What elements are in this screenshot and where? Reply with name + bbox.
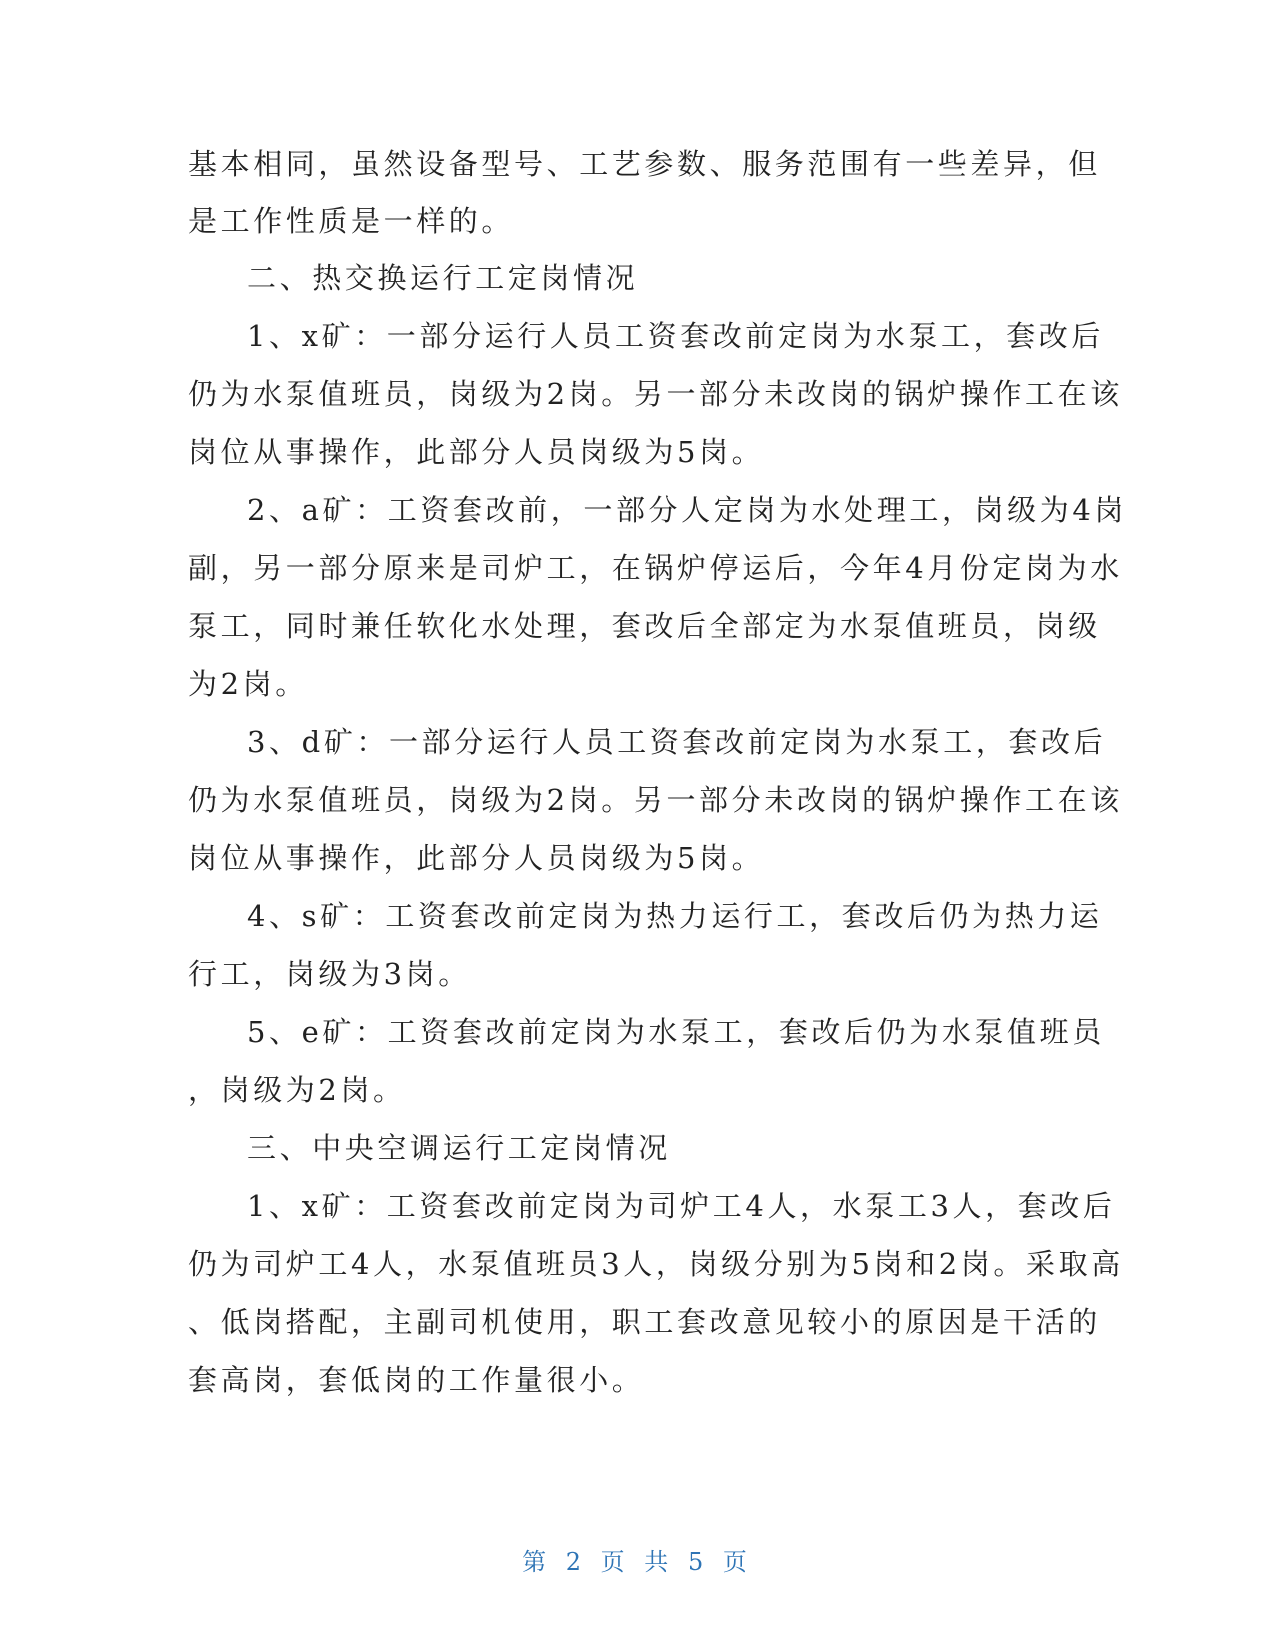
text-line: 2、a矿：工资套改前，一部分人定岗为水处理工，岗级为4岗 xyxy=(247,493,1127,527)
text-line: 5、e矿：工资套改前定岗为水泵工，套改后仍为水泵值班员 xyxy=(247,1015,1105,1049)
text-line: 是工作性质是一样的。 xyxy=(188,204,515,238)
page-number-footer: 第 2 页 共 5 页 xyxy=(522,1548,753,1576)
text-line: 行工，岗级为3岗。 xyxy=(188,957,471,991)
text-line: ，岗级为2岗。 xyxy=(188,1073,406,1107)
text-line: 1、x矿：工资套改前定岗为司炉工4人，水泵工3人，套改后 xyxy=(247,1189,1116,1223)
text-line: 仍为水泵值班员，岗级为2岗。另一部分未改岗的锅炉操作工在该 xyxy=(188,377,1123,411)
text-line: 副，另一部分原来是司炉工，在锅炉停运后，今年4月份定岗为水 xyxy=(188,551,1123,585)
text-line: 、低岗搭配，主副司机使用，职工套改意见较小的原因是干活的 xyxy=(188,1305,1101,1339)
text-line: 仍为司炉工4人，水泵值班员3人，岗级分别为5岗和2岗。采取高 xyxy=(188,1247,1124,1281)
text-line: 基本相同，虽然设备型号、工艺参数、服务范围有一些差异，但 xyxy=(188,147,1101,181)
text-line: 泵工，同时兼任软化水处理，套改后全部定为水泵值班员，岗级 xyxy=(188,609,1101,643)
text-line: 岗位从事操作，此部分人员岗级为5岗。 xyxy=(188,435,765,469)
text-line: 仍为水泵值班员，岗级为2岗。另一部分未改岗的锅炉操作工在该 xyxy=(188,783,1123,817)
section-heading: 三、中央空调运行工定岗情况 xyxy=(247,1131,671,1165)
section-heading: 二、热交换运行工定岗情况 xyxy=(247,261,639,295)
text-line: 岗位从事操作，此部分人员岗级为5岗。 xyxy=(188,841,765,875)
text-line: 1、x矿：一部分运行人员工资套改前定岗为水泵工，套改后 xyxy=(247,319,1105,353)
text-line: 套高岗，套低岗的工作量很小。 xyxy=(188,1363,645,1397)
text-line: 3、d矿：一部分运行人员工资套改前定岗为水泵工，套改后 xyxy=(247,725,1107,759)
text-line: 4、s矿：工资套改前定岗为热力运行工，套改后仍为热力运 xyxy=(247,899,1103,933)
text-line: 为2岗。 xyxy=(188,667,308,701)
